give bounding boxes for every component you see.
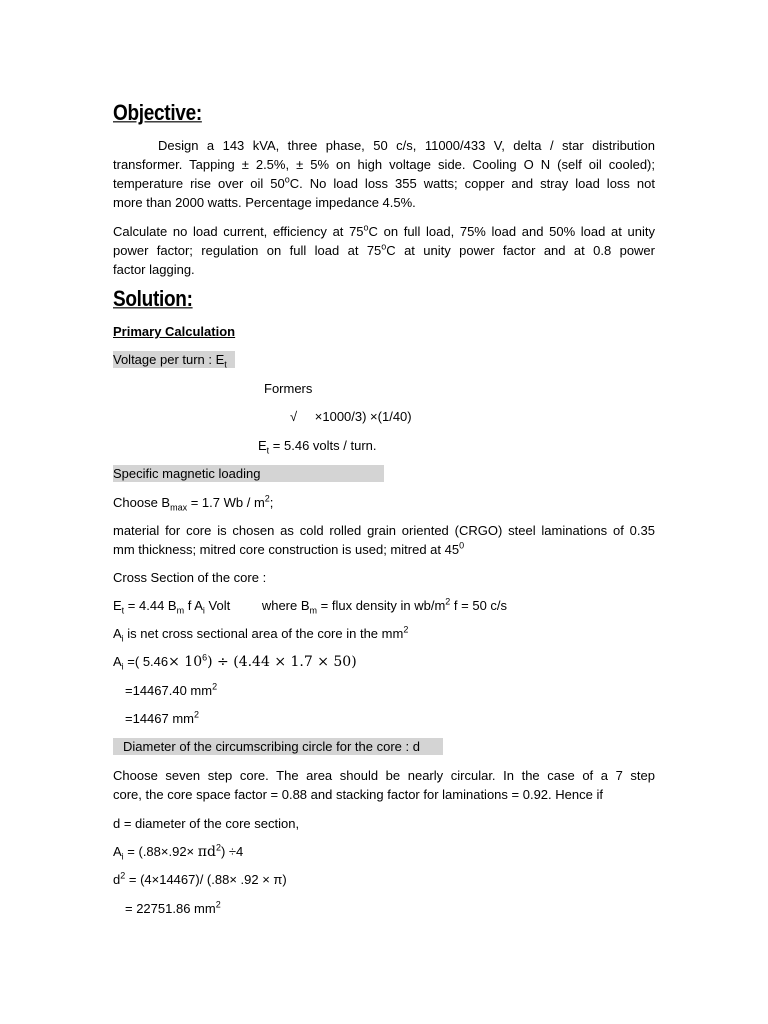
specific-magnetic-loading-heading: Specific magnetic loading [113, 465, 384, 482]
et-result: $E_t = 5.46$ volts / turn. [258, 438, 377, 456]
objective-heading: Objective: [113, 101, 202, 126]
objective-line-2: transformer. Tapping ± 2.5%, ± 5% on high voltage side. Cooling O N (self oil cooled); [113, 157, 655, 172]
cross-section-label: Cross Section of the core : [113, 570, 267, 585]
objective-line-1: Design a 143 kVA, three phase, 50 c/s, 11000/433 V, delta / star distribution [158, 138, 655, 153]
objective-p2-line-1: Calculate no load current, efficiency at 75$^o$C on full load, 75% load and 50% load at unity [113, 222, 655, 239]
solution-heading: Solution: [113, 287, 193, 312]
diameter-heading: Diameter of the circumscribing circle for the core : d [113, 738, 443, 755]
seven-step-line-1: Choose seven step core. The area should be nearly circular. In the case of a 7 step [113, 768, 655, 783]
d-squared-equation: $d^2 = (4\times 14467)/$ (.88× .92 × π) [113, 870, 287, 887]
ai-equation: $A_i$ =( $5.46\times 10^6) \div (4.44 \times 1.7 \times 50)$ [113, 652, 357, 672]
seven-step-line-2: core, the core space factor = 0.88 and stacking factor for laminations = 0.92. Hence if [113, 787, 603, 802]
bmax-choice: Choose $B_{max} = 1.7$ Wb / $m^2$; [113, 493, 274, 513]
et-equation: $E_t = 4.44$ $B_m$ f $A_i$ Volt where $B_m$ = flux density in $wb/m^2$ f = 50 c/s [113, 596, 508, 616]
voltage-per-turn-heading: Voltage per turn : $E_t$ [113, 351, 235, 368]
material-line-1: material for core is chosen as cold rolled grain oriented (CRGO) steel laminations of 0.35 [113, 523, 655, 538]
formula-line: √ ×1000/3) ×(1/40) [290, 409, 412, 424]
objective-p2-line-3: factor lagging. [113, 262, 195, 277]
d-squared-value: = 22751.86 $mm^2$ [125, 899, 221, 916]
ai-value-precise: =14467.40 $mm^2$ [125, 681, 218, 698]
ai-definition: $A_i$ is net cross sectional area of the core in the $mm^2$ [113, 624, 409, 644]
d-definition: d = diameter of the core section, [113, 816, 300, 831]
ai-d-equation: $A_i = (.88\times.92\times \pi d^2) \div 4$ [113, 842, 244, 862]
ai-value-rounded: =14467 $mm^2$ [125, 709, 200, 726]
objective-line-3: temperature rise over oil 50$^o$C. No load loss 355 watts; copper and stray load loss not [113, 174, 655, 191]
material-line-2: mm thickness; mitred core construction is used; mitred at $45^0$ [113, 540, 465, 557]
objective-line-4: more than 2000 watts. Percentage impedance 4.5%. [113, 195, 416, 210]
primary-calculation-heading: Primary Calculation [113, 324, 236, 339]
formers-label: Formers [264, 381, 313, 396]
sqrt-symbol: √ [290, 409, 298, 424]
objective-p2-line-2: power factor; regulation on full load at 75$^o$C at unity power factor and at 0.8 power [113, 241, 655, 258]
